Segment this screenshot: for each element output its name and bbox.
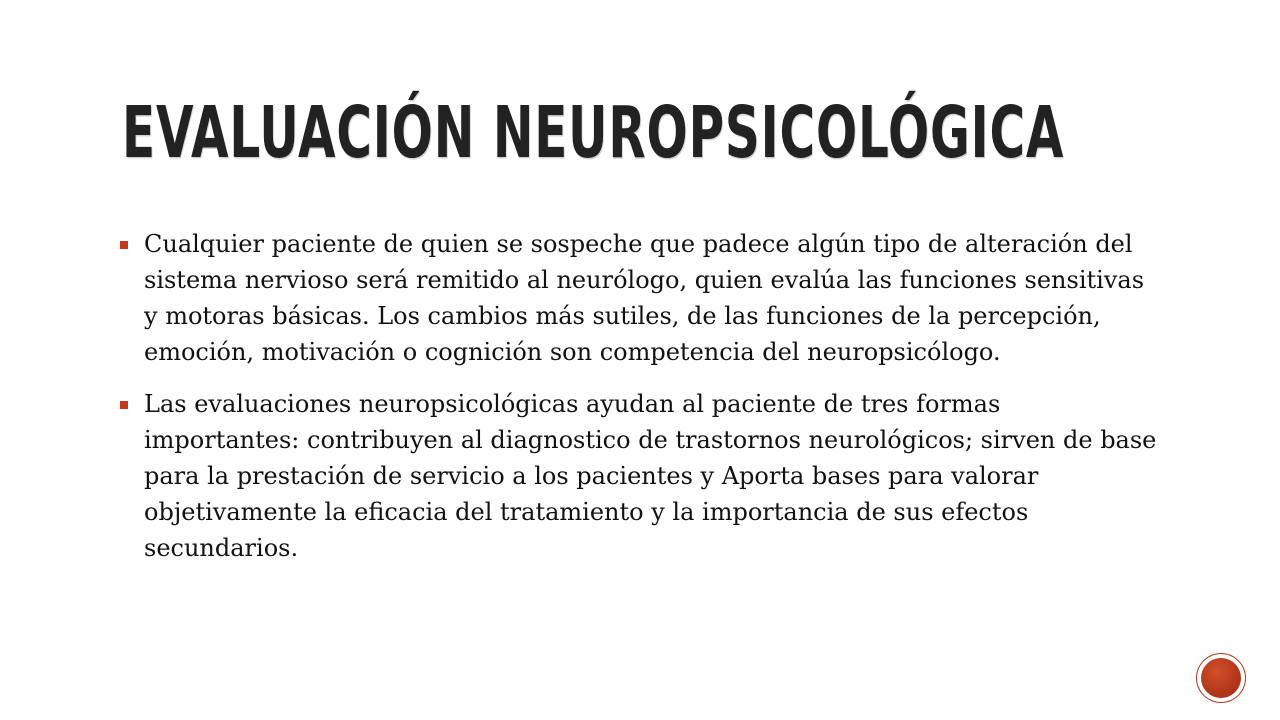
bullet-text: Cualquier paciente de quien se sospeche que padece algún tipo de alteración del sistema nervioso será remitido al neurólogo, quien evalúa las funciones sensitivas y motoras básicas. Los cambios más sutiles, de las funciones de la percepción, emoción, motivación o cognición son competencia del neuropsicólogo. (144, 230, 1145, 366)
square-bullet-icon (120, 401, 128, 409)
red-circle-icon (1197, 654, 1245, 702)
bullet-text: Las evaluaciones neuropsicológicas ayudan al paciente de tres formas importantes: contribuyen al diagnostico de trastornos neurológicos; sirven de base para la prestación de servicio a los pacientes y Aporta bases para valorar objetivamente la eficacia del tratamiento y la importancia de sus efectos secundarios. (144, 390, 1157, 562)
list-item (118, 386, 1158, 566)
square-bullet-icon (120, 241, 128, 249)
bullet-list (118, 226, 1158, 582)
page-badge-fill (1201, 658, 1241, 698)
list-item (118, 226, 1158, 370)
slide-title: EVALUACIÓN NEUROPSICOLÓGICA (122, 92, 1065, 175)
